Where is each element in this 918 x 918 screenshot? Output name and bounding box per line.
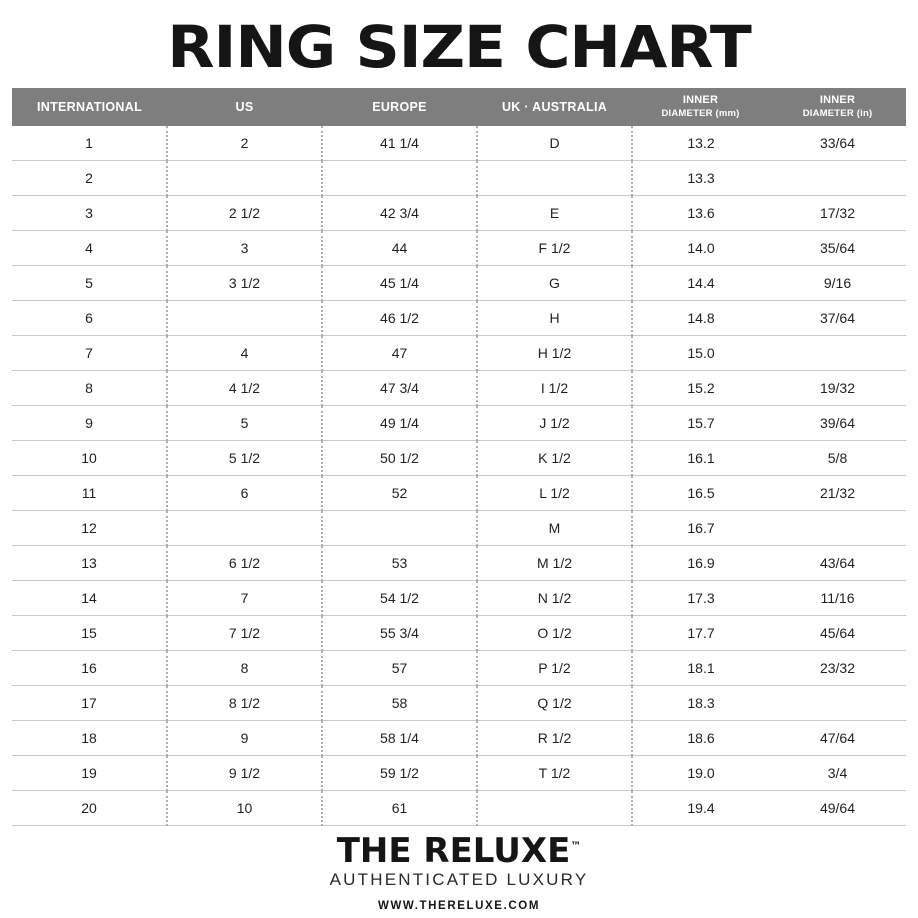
- cell-uk-australia: R 1/2: [477, 720, 632, 755]
- cell-inner-diameter-in: 33/64: [769, 126, 906, 161]
- brand-logo: [336, 830, 582, 871]
- cell-uk-australia: T 1/2: [477, 755, 632, 790]
- column-header-uk-australia: UK · AUSTRALIA: [477, 88, 632, 126]
- cell-international: 13: [12, 545, 167, 580]
- cell-uk-australia: L 1/2: [477, 475, 632, 510]
- table-row: [12, 475, 906, 510]
- cell-inner-diameter-in: 9/16: [769, 265, 906, 300]
- table-row: [12, 126, 906, 161]
- cell-europe: [322, 160, 477, 195]
- cell-us: 8 1/2: [167, 685, 322, 720]
- cell-inner-diameter-in: 37/64: [769, 300, 906, 335]
- cell-inner-diameter-mm: 16.5: [632, 475, 769, 510]
- table-row: [12, 405, 906, 440]
- table-row: [12, 265, 906, 300]
- cell-inner-diameter-mm: 19.0: [632, 755, 769, 790]
- cell-uk-australia: N 1/2: [477, 580, 632, 615]
- cell-inner-diameter-in: 35/64: [769, 230, 906, 265]
- footer: [0, 830, 918, 912]
- cell-us: 6: [167, 475, 322, 510]
- cell-international: 5: [12, 265, 167, 300]
- cell-uk-australia: M: [477, 510, 632, 545]
- cell-international: 20: [12, 790, 167, 825]
- cell-international: 15: [12, 615, 167, 650]
- cell-inner-diameter-mm: 14.4: [632, 265, 769, 300]
- cell-us: [167, 510, 322, 545]
- cell-inner-diameter-in: [769, 510, 906, 545]
- cell-inner-diameter-mm: 17.7: [632, 615, 769, 650]
- cell-europe: 55 3/4: [322, 615, 477, 650]
- cell-international: 2: [12, 160, 167, 195]
- cell-uk-australia: H: [477, 300, 632, 335]
- cell-us: 2: [167, 126, 322, 161]
- cell-inner-diameter-mm: 18.3: [632, 685, 769, 720]
- cell-international: 17: [12, 685, 167, 720]
- cell-inner-diameter-in: 21/32: [769, 475, 906, 510]
- cell-international: 19: [12, 755, 167, 790]
- cell-europe: 47 3/4: [322, 370, 477, 405]
- cell-inner-diameter-mm: 13.6: [632, 195, 769, 230]
- cell-uk-australia: G: [477, 265, 632, 300]
- cell-inner-diameter-in: 49/64: [769, 790, 906, 825]
- table-header-row: [12, 88, 906, 126]
- cell-europe: 57: [322, 650, 477, 685]
- cell-inner-diameter-mm: 15.7: [632, 405, 769, 440]
- cell-us: 3: [167, 230, 322, 265]
- table-row: [12, 790, 906, 825]
- cell-international: 11: [12, 475, 167, 510]
- table-row: [12, 370, 906, 405]
- ring-size-table: [12, 88, 906, 826]
- cell-us: 9 1/2: [167, 755, 322, 790]
- brand-tagline: AUTHENTICATED LUXURY: [329, 869, 589, 889]
- column-header-inner-diameter-in: [769, 88, 906, 126]
- cell-inner-diameter-in: 23/32: [769, 650, 906, 685]
- cell-us: 3 1/2: [167, 265, 322, 300]
- cell-us: 6 1/2: [167, 545, 322, 580]
- cell-uk-australia: M 1/2: [477, 545, 632, 580]
- cell-inner-diameter-in: 11/16: [769, 580, 906, 615]
- table-row: [12, 545, 906, 580]
- cell-inner-diameter-in: 19/32: [769, 370, 906, 405]
- cell-international: 16: [12, 650, 167, 685]
- table-row: [12, 335, 906, 370]
- cell-inner-diameter-mm: 16.7: [632, 510, 769, 545]
- cell-international: 6: [12, 300, 167, 335]
- cell-inner-diameter-mm: 14.8: [632, 300, 769, 335]
- table-row: [12, 195, 906, 230]
- cell-us: [167, 300, 322, 335]
- cell-inner-diameter-in: 39/64: [769, 405, 906, 440]
- cell-inner-diameter-in: [769, 335, 906, 370]
- cell-inner-diameter-mm: 18.1: [632, 650, 769, 685]
- cell-international: 7: [12, 335, 167, 370]
- cell-us: 2 1/2: [167, 195, 322, 230]
- cell-europe: 52: [322, 475, 477, 510]
- cell-us: 5: [167, 405, 322, 440]
- table-row: [12, 685, 906, 720]
- cell-europe: 45 1/4: [322, 265, 477, 300]
- cell-inner-diameter-mm: 13.3: [632, 160, 769, 195]
- cell-uk-australia: D: [477, 126, 632, 161]
- cell-us: 10: [167, 790, 322, 825]
- table-row: [12, 580, 906, 615]
- page-title: RING SIZE CHART: [167, 13, 751, 81]
- table-row: [12, 160, 906, 195]
- cell-europe: 41 1/4: [322, 126, 477, 161]
- table-row: [12, 720, 906, 755]
- table-row: [12, 230, 906, 265]
- cell-europe: 50 1/2: [322, 440, 477, 475]
- cell-us: 8: [167, 650, 322, 685]
- website-url: WWW.THERELUXE.COM: [378, 899, 540, 912]
- cell-us: 4 1/2: [167, 370, 322, 405]
- table-row: [12, 510, 906, 545]
- column-header-us: US: [167, 88, 322, 126]
- cell-international: 4: [12, 230, 167, 265]
- cell-europe: 53: [322, 545, 477, 580]
- cell-us: 7: [167, 580, 322, 615]
- cell-europe: 47: [322, 335, 477, 370]
- table-row: [12, 615, 906, 650]
- cell-uk-australia: [477, 160, 632, 195]
- table-row: [12, 300, 906, 335]
- table-row: [12, 440, 906, 475]
- cell-inner-diameter-mm: 17.3: [632, 580, 769, 615]
- cell-uk-australia: E: [477, 195, 632, 230]
- cell-international: 10: [12, 440, 167, 475]
- cell-international: 9: [12, 405, 167, 440]
- cell-uk-australia: I 1/2: [477, 370, 632, 405]
- cell-europe: 58: [322, 685, 477, 720]
- cell-international: 3: [12, 195, 167, 230]
- cell-us: 5 1/2: [167, 440, 322, 475]
- cell-us: 4: [167, 335, 322, 370]
- cell-inner-diameter-mm: 16.9: [632, 545, 769, 580]
- cell-inner-diameter-mm: 18.6: [632, 720, 769, 755]
- cell-inner-diameter-mm: 15.2: [632, 370, 769, 405]
- cell-europe: 49 1/4: [322, 405, 477, 440]
- cell-europe: 59 1/2: [322, 755, 477, 790]
- cell-uk-australia: J 1/2: [477, 405, 632, 440]
- cell-international: 8: [12, 370, 167, 405]
- cell-international: 18: [12, 720, 167, 755]
- cell-inner-diameter-in: 17/32: [769, 195, 906, 230]
- cell-international: 1: [12, 126, 167, 161]
- cell-europe: [322, 510, 477, 545]
- cell-uk-australia: F 1/2: [477, 230, 632, 265]
- cell-inner-diameter-mm: 14.0: [632, 230, 769, 265]
- cell-us: 7 1/2: [167, 615, 322, 650]
- cell-uk-australia: O 1/2: [477, 615, 632, 650]
- cell-uk-australia: Q 1/2: [477, 685, 632, 720]
- cell-europe: 46 1/2: [322, 300, 477, 335]
- column-header-europe: EUROPE: [322, 88, 477, 126]
- column-header-inner-diameter-mm-line2: DIAMETER (mm): [661, 107, 740, 119]
- cell-uk-australia: K 1/2: [477, 440, 632, 475]
- cell-inner-diameter-in: [769, 685, 906, 720]
- cell-europe: 44: [322, 230, 477, 265]
- table-body: [12, 126, 906, 826]
- table-row: [12, 755, 906, 790]
- cell-inner-diameter-mm: 15.0: [632, 335, 769, 370]
- cell-uk-australia: P 1/2: [477, 650, 632, 685]
- cell-inner-diameter-in: 5/8: [769, 440, 906, 475]
- brand-name: THE RELUXE: [336, 830, 571, 871]
- cell-inner-diameter-in: 45/64: [769, 615, 906, 650]
- column-header-inner-diameter-in-line2: DIAMETER (in): [802, 107, 873, 119]
- cell-inner-diameter-in: 47/64: [769, 720, 906, 755]
- cell-inner-diameter-in: 43/64: [769, 545, 906, 580]
- column-header-international: INTERNATIONAL: [12, 88, 167, 126]
- cell-uk-australia: [477, 790, 632, 825]
- cell-europe: 61: [322, 790, 477, 825]
- column-header-inner-diameter-mm-line1: INNER: [682, 94, 719, 106]
- cell-europe: 54 1/2: [322, 580, 477, 615]
- cell-inner-diameter-in: [769, 160, 906, 195]
- column-header-inner-diameter-in-line1: INNER: [819, 94, 856, 106]
- table-row: [12, 650, 906, 685]
- cell-inner-diameter-mm: 16.1: [632, 440, 769, 475]
- cell-inner-diameter-mm: 19.4: [632, 790, 769, 825]
- cell-us: 9: [167, 720, 322, 755]
- cell-uk-australia: H 1/2: [477, 335, 632, 370]
- cell-international: 14: [12, 580, 167, 615]
- cell-international: 12: [12, 510, 167, 545]
- cell-europe: 42 3/4: [322, 195, 477, 230]
- cell-us: [167, 160, 322, 195]
- cell-inner-diameter-mm: 13.2: [632, 126, 769, 161]
- trademark-symbol: ™: [570, 839, 582, 853]
- cell-europe: 58 1/4: [322, 720, 477, 755]
- cell-inner-diameter-in: 3/4: [769, 755, 906, 790]
- column-header-inner-diameter-mm: [632, 88, 769, 126]
